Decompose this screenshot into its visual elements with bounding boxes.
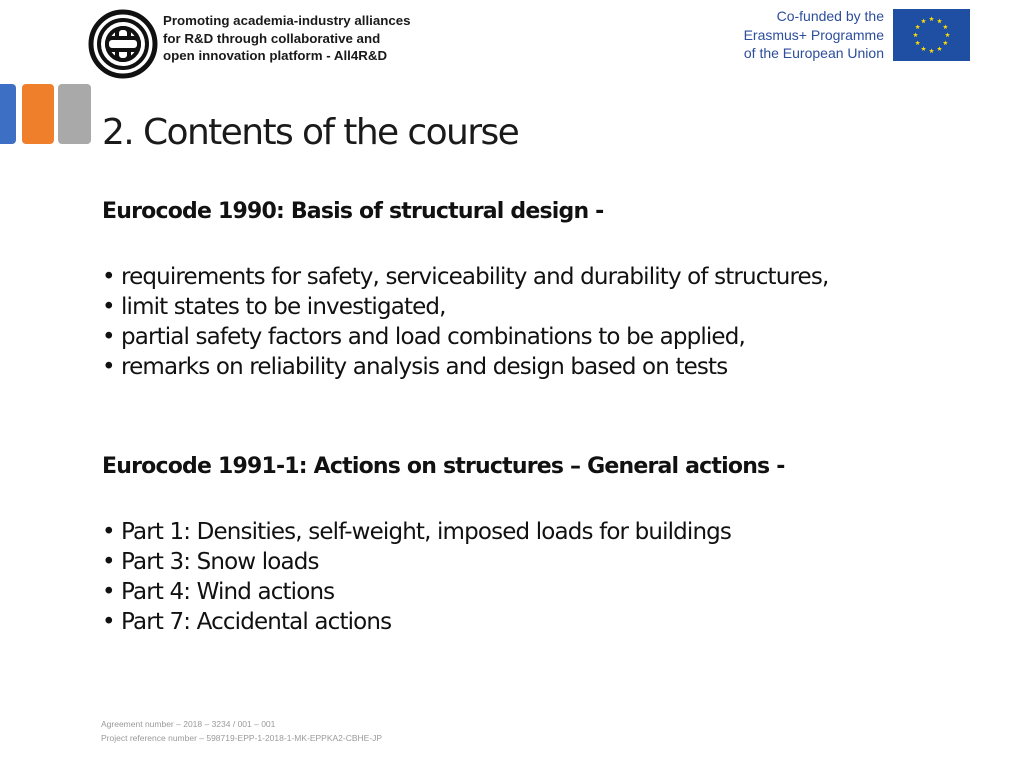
bullet-icon: • <box>102 294 115 320</box>
list-item <box>102 292 1002 322</box>
bullet-icon: • <box>102 519 115 545</box>
tagline-line: open innovation platform - All4R&D <box>163 48 388 63</box>
list-item-text: requirements for safety, serviceability and durability of structures, <box>121 264 829 290</box>
footer <box>101 717 382 745</box>
list-item-text: Part 4: Wind actions <box>121 579 335 605</box>
eu-text-line: Co-funded by the <box>776 8 884 24</box>
bullet-icon: • <box>102 354 115 380</box>
accent-block-orange <box>22 84 54 144</box>
list-item-text: Part 1: Densities, self-weight, imposed loads for buildings <box>121 519 732 545</box>
section-eurocode-1990 <box>102 196 1002 382</box>
agreement-number: Agreement number – 2018 – 3234 / 001 – 001 <box>101 719 276 729</box>
list-item-text: Part 7: Accidental actions <box>121 609 392 635</box>
project-tagline <box>163 12 411 65</box>
list-item <box>102 352 1002 382</box>
accent-block-blue <box>0 84 16 144</box>
all4rd-logo-icon <box>88 9 158 79</box>
list-item <box>102 517 1002 547</box>
list-item <box>102 322 1002 352</box>
list-item-text: limit states to be investigated, <box>121 294 446 320</box>
project-reference: Project reference number – 598719-EPP-1-2018-1-MK-EPPKA2-CBHE-JP <box>101 733 383 743</box>
bullet-list <box>102 262 1002 382</box>
bullet-list <box>102 517 1002 637</box>
section-heading: Eurocode 1990: Basis of structural design - <box>102 199 604 224</box>
list-item-text: partial safety factors and load combinations to be applied, <box>121 324 745 350</box>
bullet-icon: • <box>102 324 115 350</box>
eu-text-line: Erasmus+ Programme <box>743 26 884 43</box>
list-item <box>102 577 1002 607</box>
list-item <box>102 607 1002 637</box>
list-item-text: Part 3: Snow loads <box>121 549 319 575</box>
slide-title: 2. Contents of the course <box>102 112 519 153</box>
eu-text-line: of the European Union <box>743 45 884 61</box>
tagline-line: Promoting academia-industry alliances <box>163 13 411 28</box>
bullet-icon: • <box>102 264 115 290</box>
accent-block-grey <box>58 84 91 144</box>
tagline-line: for R&D through collaborative and <box>163 30 381 46</box>
section-eurocode-1991 <box>102 451 1002 637</box>
eu-flag-icon <box>893 9 970 61</box>
list-item-text: remarks on reliability analysis and design based on tests <box>121 354 728 380</box>
section-heading: Eurocode 1991-1: Actions on structures – General actions - <box>102 454 785 479</box>
bullet-icon: • <box>102 579 115 605</box>
eu-cofunding-text <box>722 7 884 63</box>
bullet-icon: • <box>102 609 115 635</box>
list-item <box>102 547 1002 577</box>
list-item <box>102 262 1002 292</box>
bullet-icon: • <box>102 549 115 575</box>
